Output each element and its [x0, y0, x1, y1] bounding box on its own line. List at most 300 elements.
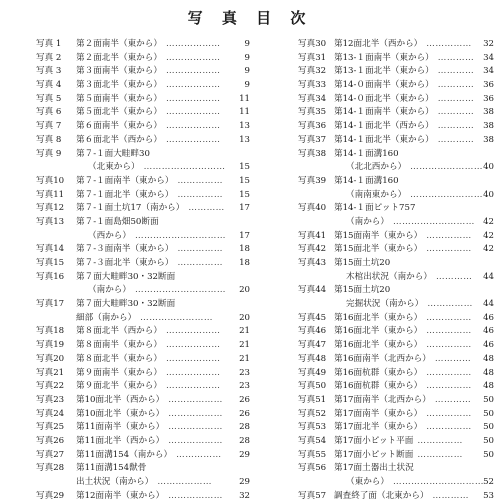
page-number: 46: [483, 312, 494, 323]
leader-dots: ………………: [165, 381, 221, 392]
page-number: 21: [239, 340, 250, 351]
photo-caption: 第10面北半（東から）: [76, 408, 165, 419]
toc-entry: [298, 490, 494, 503]
toc-entry: [298, 65, 494, 79]
photo-label: 写真33: [298, 80, 327, 91]
photo-caption: 第17面小ピット平面: [334, 435, 414, 446]
page-number: 44: [483, 271, 494, 282]
photo-label: 写真16: [36, 271, 65, 282]
toc-left-column: [36, 38, 250, 503]
toc-entry: [36, 312, 250, 326]
leader-dots: ……………: [426, 381, 472, 392]
photo-caption: （南から）: [88, 285, 131, 296]
photo-caption: 第２面北半（東から）: [76, 52, 162, 63]
leader-dots: ………………: [165, 326, 221, 337]
page-number: 11: [239, 107, 250, 118]
photo-caption: 第17面南半（北西から）: [334, 394, 431, 405]
page-number: 34: [483, 66, 494, 77]
page-number: 26: [239, 408, 250, 419]
toc-entry: [36, 298, 250, 312]
leader-dots: …………: [188, 203, 225, 214]
photo-caption: 第17面北半（東から）: [334, 422, 423, 433]
photo-caption: 木棺出状況（南から）: [346, 271, 432, 282]
page-number: 42: [483, 216, 494, 227]
toc-entry: [298, 134, 494, 148]
photo-label: 写真56: [298, 463, 327, 474]
leader-dots: ……………………: [140, 312, 213, 323]
photo-caption: 第14-１面南半（東から）: [334, 107, 434, 118]
page-number: 42: [483, 244, 494, 255]
photo-caption: 第６面南半（東から）: [76, 121, 162, 132]
page-number: 21: [239, 326, 250, 337]
photo-label: 写真 7: [36, 121, 62, 132]
toc-entry: [298, 476, 494, 490]
photo-caption: 第７面大畦畔30・32断面: [76, 299, 176, 310]
photo-caption: 第７-１面土坑17（南から）: [76, 203, 185, 214]
photo-label: 写真24: [36, 408, 65, 419]
toc-entry: [36, 79, 250, 93]
page-number: 50: [483, 394, 494, 405]
leader-dots: …………………………: [392, 477, 484, 487]
toc-entry: [36, 93, 250, 107]
leader-dots: ……………: [177, 258, 223, 268]
leader-dots: ……………………: [410, 162, 483, 173]
leader-dots: ……………: [427, 299, 473, 310]
photo-label: 写真23: [36, 394, 65, 405]
photo-label: 写真52: [298, 408, 327, 419]
toc-entry: [298, 353, 494, 367]
toc-entry: [36, 120, 250, 134]
leader-dots: …………: [437, 93, 475, 104]
leader-dots: ………………: [165, 134, 221, 145]
leader-dots: ………………: [168, 394, 223, 405]
page-number: 48: [483, 353, 494, 364]
toc-entry: [298, 462, 494, 476]
toc-entry: [36, 38, 250, 52]
photo-label: 写真12: [36, 203, 65, 214]
page-number: 34: [483, 52, 494, 63]
leader-dots: ………………: [165, 121, 221, 132]
photo-caption: 第８面南半（東から）: [76, 340, 162, 351]
toc-entry: [298, 230, 494, 244]
photo-label: 写真44: [298, 285, 327, 296]
photo-caption: 第８面北半（東から）: [76, 353, 162, 364]
photo-caption: 第14-０面北半（東から）: [334, 93, 434, 104]
toc-entry: [298, 161, 494, 175]
photo-caption: 第14-１面溝160: [334, 175, 399, 186]
photo-caption: 第11面溝154（南から）: [76, 449, 173, 460]
leader-dots: ……………: [417, 435, 463, 446]
photo-caption: 第５面南半（東から）: [76, 93, 162, 104]
toc-entry: [36, 271, 250, 285]
photo-label: 写真15: [36, 258, 65, 268]
leader-dots: …………: [432, 490, 469, 501]
toc-entry: [36, 339, 250, 353]
toc-entry: [36, 189, 250, 203]
toc-entry: [36, 65, 250, 79]
leader-dots: ………………: [165, 107, 221, 118]
page-number: 17: [239, 230, 250, 241]
photo-label: 写真26: [36, 435, 65, 446]
page-number: 48: [483, 381, 494, 392]
photo-label: 写真11: [36, 189, 65, 200]
page-number: 36: [483, 93, 494, 104]
leader-dots: ……………: [176, 449, 222, 460]
photo-label: 写真54: [298, 435, 327, 446]
toc-entry: [298, 367, 494, 381]
photo-caption: 第16面杭群（東から）: [334, 381, 423, 392]
photo-caption: 完掘状況（南から）: [346, 299, 424, 310]
page-number: 23: [239, 381, 250, 392]
toc-entry: [298, 325, 494, 339]
photo-label: 写真17: [36, 299, 65, 310]
leader-dots: …………: [435, 271, 473, 282]
toc-entry: [298, 271, 494, 285]
photo-label: 写真13: [36, 216, 65, 227]
page-number: 9: [244, 39, 250, 49]
page-title: 写 真 目 次: [187, 9, 313, 27]
photo-label: 写真18: [36, 326, 65, 337]
toc-entry: [298, 257, 494, 271]
leader-dots: ………………: [157, 477, 212, 487]
photo-caption: 第12面北半（西から）: [334, 39, 423, 49]
page-number: 15: [239, 189, 250, 200]
photo-caption: 第14-１面北半（西から）: [334, 121, 434, 132]
leader-dots: …………: [437, 134, 475, 145]
leader-dots: ……………: [426, 367, 472, 378]
photo-caption: 第14-０面南半（東から）: [334, 80, 434, 91]
photo-caption: 第７-１面南半（東から）: [76, 175, 174, 186]
page-number: 13: [239, 134, 250, 145]
page-number: 50: [483, 449, 494, 460]
photo-caption: 第16面南半（北西から）: [334, 353, 431, 364]
photo-label: 写真14: [36, 244, 65, 255]
photo-caption: 調査終了面（北東から）: [334, 490, 429, 501]
leader-dots: ………………: [165, 66, 221, 77]
photo-caption: （西から）: [88, 230, 131, 241]
photo-caption: （北北西から）: [346, 162, 407, 173]
toc-entry: [36, 476, 250, 490]
photo-caption: 第７-１面北半（東から）: [76, 189, 174, 200]
page-number: 38: [483, 134, 494, 145]
photo-caption: 第13-１面南半（東から）: [334, 52, 434, 63]
toc-entry: [298, 243, 494, 257]
page-number: 53: [483, 490, 494, 501]
photo-label: 写真55: [298, 449, 327, 460]
toc-entry: [298, 79, 494, 93]
leader-dots: ………………: [165, 340, 221, 351]
leader-dots: …………: [434, 394, 472, 405]
photo-label: 写真 2: [36, 52, 62, 63]
photo-caption: 第９面北半（東から）: [76, 381, 162, 392]
page-number: 38: [483, 107, 494, 118]
photo-label: 写真19: [36, 340, 65, 351]
leader-dots: …………: [437, 80, 475, 91]
toc-entry: [298, 189, 494, 203]
toc-entry: [36, 462, 250, 476]
toc-entry: [298, 148, 494, 162]
toc-entry: [36, 353, 250, 367]
photo-label: 写真27: [36, 449, 65, 460]
photo-label: 写真28: [36, 463, 65, 474]
toc-entry: [36, 325, 250, 339]
photo-caption: 第15面南半（東から）: [334, 230, 423, 241]
page-number: 36: [483, 80, 494, 91]
photo-caption: 第７-３面南半（東から）: [76, 244, 174, 255]
page-number: 18: [239, 258, 250, 268]
photo-caption: 第15面土坑20: [334, 258, 391, 268]
photo-caption: 第15面北半（東から）: [334, 244, 423, 255]
photo-label: 写真53: [298, 422, 327, 433]
toc-entry: [298, 449, 494, 463]
page-number: 20: [239, 285, 250, 296]
toc-entry: [36, 408, 250, 422]
photo-label: 写真46: [298, 326, 327, 337]
photo-caption: 第17面小ピット断面: [334, 449, 414, 460]
toc-entry: [298, 380, 494, 394]
toc-entry: [36, 230, 250, 244]
page-number: 50: [483, 422, 494, 433]
leader-dots: ……………: [177, 175, 223, 186]
toc-entry: [36, 202, 250, 216]
toc-entry: [298, 52, 494, 66]
page-number: 50: [483, 435, 494, 446]
photo-label: 写真21: [36, 367, 65, 378]
page-number: 42: [483, 230, 494, 241]
page-number: 28: [239, 435, 250, 446]
toc-entry: [36, 394, 250, 408]
photo-label: 写真34: [298, 93, 327, 104]
photo-label: 写真41: [298, 230, 327, 241]
toc-entry: [298, 120, 494, 134]
photo-caption: 第15面土坑20: [334, 285, 391, 296]
photo-label: 写真 3: [36, 66, 62, 77]
toc-entry: [298, 339, 494, 353]
photo-caption: 第９面南半（東から）: [76, 367, 162, 378]
leader-dots: ………………: [165, 93, 221, 104]
photo-label: 写真20: [36, 353, 65, 364]
page-number: 20: [239, 312, 250, 323]
photo-caption: 第10面北半（西から）: [76, 394, 165, 405]
leader-dots: ………………: [165, 353, 221, 364]
page-number: 9: [244, 52, 250, 63]
page-number: 48: [483, 367, 494, 378]
page-number: 23: [239, 367, 250, 378]
photo-caption: 第17面南半（東から）: [334, 408, 423, 419]
toc-entry: [298, 435, 494, 449]
toc-entry: [298, 408, 494, 422]
page-number: 40: [483, 162, 494, 173]
toc-entry: [36, 243, 250, 257]
photo-label: 写真35: [298, 107, 327, 118]
leader-dots: …………: [437, 52, 475, 63]
photo-label: 写真 4: [36, 80, 62, 91]
photo-caption: 第６面北半（西から）: [76, 134, 162, 145]
toc-entry: [36, 257, 250, 271]
photo-caption: 第７面大畦畔30・32断面: [76, 271, 176, 282]
photo-label: 写真38: [298, 148, 327, 159]
photo-label: 写真29: [36, 490, 65, 501]
toc-entry: [298, 106, 494, 120]
toc-entry: [36, 161, 250, 175]
leader-dots: …………: [434, 353, 472, 364]
photo-caption: 第11面溝154獣骨: [76, 463, 147, 474]
photo-label: 写真48: [298, 353, 327, 364]
photo-label: 写真22: [36, 381, 65, 392]
photo-label: 写真31: [298, 52, 327, 63]
photo-label: 写真32: [298, 66, 327, 77]
leader-dots: …………………………: [134, 230, 226, 241]
photo-caption: 第８面北半（西から）: [76, 326, 162, 337]
page-number: 18: [239, 244, 250, 255]
photo-label: 写真25: [36, 422, 65, 433]
toc-entry: [298, 298, 494, 312]
toc-entry: [298, 216, 494, 230]
photo-caption: （東から）: [346, 477, 389, 487]
toc-entry: [298, 284, 494, 298]
page-number: 11: [239, 93, 250, 104]
photo-label: 写真10: [36, 175, 65, 186]
toc-right-column: [298, 38, 494, 503]
photo-caption: 第16面北半（東から）: [334, 326, 423, 337]
toc-entry: [36, 435, 250, 449]
photo-caption: 第５面北半（東から）: [76, 107, 162, 118]
photo-label: 写真 5: [36, 93, 62, 104]
photo-label: 写真40: [298, 203, 327, 214]
photo-caption: 第12面南半（東から）: [76, 490, 165, 501]
page-number: 26: [239, 394, 250, 405]
toc-entry: [36, 284, 250, 298]
photo-caption: 第３面南半（東から）: [76, 66, 162, 77]
page-number: 13: [239, 121, 250, 132]
photo-caption: 第14-１面溝160: [334, 148, 399, 159]
leader-dots: ……………: [177, 189, 223, 200]
leader-dots: ……………: [426, 230, 472, 241]
photo-label: 写真 6: [36, 107, 62, 118]
page-number: 32: [483, 39, 494, 49]
photo-caption: 第17面土器出土状況: [334, 463, 414, 474]
photo-caption: 第３面北半（東から）: [76, 80, 162, 91]
page-number: 9: [244, 80, 250, 91]
photo-caption: （南から）: [346, 216, 389, 227]
photo-caption: 第11面北半（西から）: [76, 435, 165, 446]
page-number: 9: [244, 66, 250, 77]
leader-dots: ……………: [426, 244, 472, 255]
leader-dots: ……………: [417, 449, 463, 460]
leader-dots: ………………: [165, 39, 221, 49]
leader-dots: ……………: [426, 408, 472, 419]
leader-dots: …………: [437, 66, 475, 77]
photo-label: 写真50: [298, 381, 327, 392]
page-number: 21: [239, 353, 250, 364]
page-number: 44: [483, 299, 494, 310]
leader-dots: ………………: [168, 422, 223, 433]
toc-entry: [36, 106, 250, 120]
toc-entry: [36, 52, 250, 66]
page-number: 29: [239, 477, 250, 487]
page-number: 15: [239, 162, 250, 173]
toc-entry: [298, 38, 494, 52]
photo-label: 写真42: [298, 244, 327, 255]
photo-label: 写真47: [298, 340, 327, 351]
leader-dots: …………: [437, 107, 475, 118]
leader-dots: ………………: [168, 435, 223, 446]
toc-entry: [36, 134, 250, 148]
toc-entry: [298, 175, 494, 189]
leader-dots: ………………………: [143, 162, 226, 173]
toc-entry: [36, 216, 250, 230]
leader-dots: ………………: [165, 52, 221, 63]
photo-label: 写真 8: [36, 134, 62, 145]
photo-caption: 第７-１面島畑50断面: [76, 216, 159, 227]
leader-dots: ……………: [426, 312, 472, 323]
photo-label: 写真 9: [36, 148, 62, 159]
photo-label: 写真51: [298, 394, 327, 405]
photo-caption: 出土状況（南から）: [76, 477, 154, 487]
leader-dots: ……………: [426, 340, 472, 351]
page-number: 46: [483, 326, 494, 337]
page-number: 28: [239, 422, 250, 433]
photo-label: 写真43: [298, 258, 327, 268]
toc-entry: [298, 202, 494, 216]
page-number: 46: [483, 340, 494, 351]
toc-entry: [36, 449, 250, 463]
toc-entry: [36, 490, 250, 503]
toc-entry: [298, 394, 494, 408]
toc-entry: [36, 175, 250, 189]
photo-caption: 第16面北半（東から）: [334, 312, 423, 323]
toc-entry: [36, 380, 250, 394]
photo-label: 写真45: [298, 312, 327, 323]
leader-dots: ……………: [177, 244, 223, 255]
photo-caption: 細部（南から）: [76, 312, 137, 323]
page-number: 32: [239, 490, 250, 501]
photo-caption: 第２面南半（東から）: [76, 39, 162, 49]
photo-label: 写真36: [298, 121, 327, 132]
leader-dots: ………………: [165, 367, 221, 378]
photo-label: 写真39: [298, 175, 327, 186]
leader-dots: ………………: [168, 490, 223, 501]
toc-entry: [36, 148, 250, 162]
toc-entry: [36, 367, 250, 381]
leader-dots: …………: [437, 121, 475, 132]
leader-dots: …………………………: [134, 285, 226, 296]
page-number: 40: [483, 189, 494, 200]
photo-label: 写真 1: [36, 39, 62, 49]
photo-caption: 第16面杭群（東から）: [334, 367, 423, 378]
page-number: 50: [483, 408, 494, 419]
leader-dots: ………………………: [392, 216, 475, 227]
photo-caption: 第14-１面北半（東から）: [334, 134, 434, 145]
leader-dots: ……………………: [410, 189, 483, 200]
photo-caption: 第11面南半（東から）: [76, 422, 165, 433]
toc-entry: [298, 93, 494, 107]
photo-caption: 第16面北半（東から）: [334, 340, 423, 351]
photo-label: 写真57: [298, 490, 327, 501]
page-number: 38: [483, 121, 494, 132]
leader-dots: ……………: [426, 326, 472, 337]
photo-caption: 第７-３面北半（東から）: [76, 258, 174, 268]
leader-dots: ………………: [165, 80, 221, 91]
toc-entry: [298, 312, 494, 326]
photo-caption: 第13-１面北半（東から）: [334, 66, 434, 77]
photo-caption: （南南東から）: [346, 189, 407, 200]
leader-dots: ………………: [168, 408, 223, 419]
toc-entry: [298, 421, 494, 435]
photo-label: 写真37: [298, 134, 327, 145]
photo-label: 写真30: [298, 39, 327, 49]
page-number: 17: [239, 203, 250, 214]
